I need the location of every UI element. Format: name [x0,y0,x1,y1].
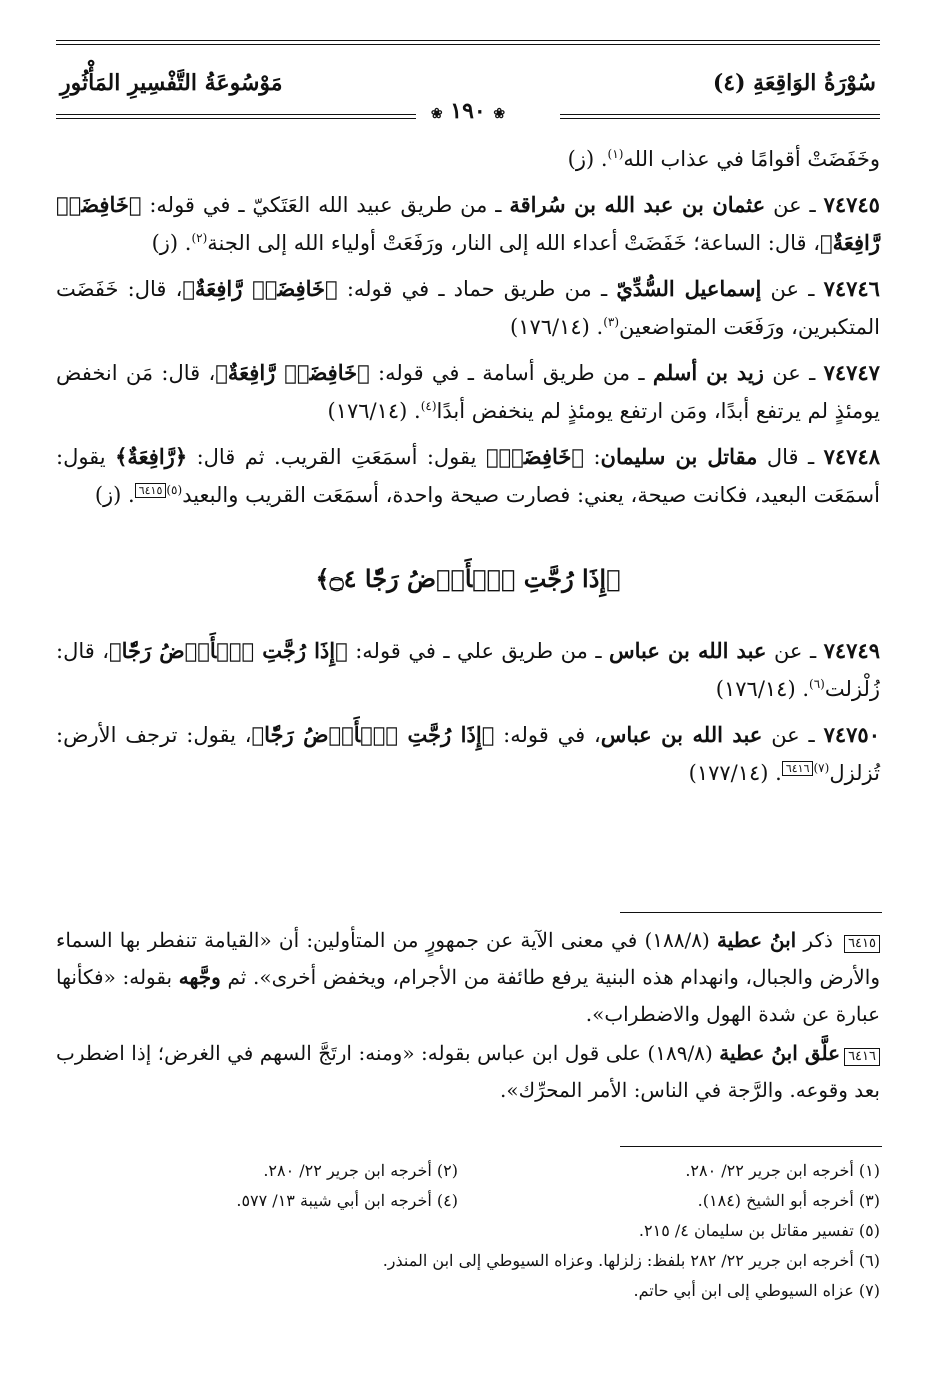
quran-quote: ﴿خَافِضَةٞ رَّافِعَةٌ﴾ [182,276,338,301]
text: ـ قال [766,445,815,469]
text: يقول: أسمَعَت البعيد، فكانت صيحة، يعني: فصارت صيحة واحدة، أسمَعَت القريب والبعيد [56,445,880,507]
footnote-ref: (٣) [603,315,620,329]
note-6416 [56,1035,880,1109]
text: ، في قوله: [503,723,601,747]
footnote-ref: (٥) [166,483,183,497]
header-rule [56,40,880,41]
entry-74750 [56,716,880,792]
text: ، يقول: ترجف الأرض: تُزلزل [56,723,880,785]
quran-quote: ﴿إِذَا رُجَّتِ ٱلۡأَرۡضُ رَجّٗا﴾ [251,722,495,747]
entry-number: ٧٤٧٤٩ [823,638,880,663]
entry-number: ٧٤٧٤٦ [823,276,880,301]
quran-quote: ﴿رَّافِعَةٌ﴾ [115,444,188,469]
footnote-ref: (٤) [420,399,437,413]
quran-quote: ﴿إِذَا رُجَّتِ ٱلۡأَرۡضُ رَجّٗا﴾ [109,638,348,663]
note-box-ref: ٦٤١٦ [782,761,814,776]
text: ، قال: خَفَضَت المتكبرين، ورَفَعَت المتواضعين [56,277,880,339]
entry-number: ٧٤٧٥٠ [823,722,880,747]
footnote-ref: (٧) [813,761,830,775]
text: . (١٧٦/١٤) [327,399,421,423]
text: بقوله: «فكأنها عبارة عن شدة الهول والاضطراب». [56,965,880,1026]
text: ، قال: زُلْزلت [56,639,880,701]
main-text [56,140,880,800]
note-box-number: ٦٤١٦ [844,1048,880,1066]
narrator-name: إسماعيل السُّدِّيّ [616,276,762,301]
footnote-2: (٢) أخرجه ابن جرير ٢٢/ ٢٨٠. [263,1161,458,1180]
footnote-4: (٤) أخرجه ابن أبي شيبة ١٣/ ٥٧٧. [236,1191,458,1210]
scholar-name: ابنُ عطية [716,928,797,952]
footnote-5: (٥) تفسير مقاتل بن سليمان ٤/ ٢١٥. [638,1221,880,1240]
scholarly-notes [56,922,880,1111]
notes-separator [620,912,882,913]
text: ـ عن [772,361,816,385]
text: ـ عن [770,277,815,301]
text: ـ من طريق علي ـ في قوله: [355,639,602,663]
footnote-7: (٧) عزاه السيوطي إلى ابن أبي حاتم. [633,1281,880,1300]
scholar-name: علَّق ابنُ عطية [719,1041,841,1065]
entry-number: ٧٤٧٤٧ [823,360,880,385]
text: . (ز) [94,483,135,507]
header-rule-thin [56,44,880,45]
quran-quote: ﴿خَافِضَةٞ رَّافِعَةٌ﴾ [56,192,880,255]
text: ذكر [803,928,833,952]
narrator-name: زيد بن أسلم [652,360,764,385]
text: . (ز) [567,147,608,171]
footnotes-grid [56,1156,880,1216]
verse-heading: ﴿إِذَا رُجَّتِ ٱلۡأَرۡضُ رَجّٗا ۝٤﴾ [315,564,621,593]
text: ـ من طريق عبيد الله العَتَكيّ ـ في قوله: [149,193,502,217]
entry-74748 [56,438,880,514]
entry-74749 [56,632,880,708]
footnotes-separator [620,1146,882,1147]
entry-number: ٧٤٧٤٨ [823,444,880,469]
footnote-ref: (١) [607,147,624,161]
footnote-ref: (٦) [809,677,825,691]
text: ـ عن [773,639,817,663]
text: : [593,445,601,469]
footnote-3: (٣) أخرجه أبو الشيخ (١٨٤). [697,1191,880,1210]
text: وخَفَضَتْ أقوامًا في عذاب الله [623,147,880,171]
intro-line [56,140,880,178]
narrator-name: عثمان بن عبد الله بن سُراقة [509,192,766,217]
text: . (ز) [151,231,192,255]
surah-title: سُوْرَةُ الوَاقِعَةِ (٤) [712,70,876,96]
text: . (١٧٧/١٤) [688,761,782,785]
entry-74747 [56,354,880,430]
text: ـ من طريق حماد ـ في قوله: [346,277,608,301]
note-box-number: ٦٤١٥ [844,935,880,953]
running-header [56,62,880,102]
entry-74746 [56,270,880,346]
narrator-name: عبد الله بن عباس [600,722,763,747]
text: ـ عن [771,723,815,747]
text: . (١٧٦/١٤) [715,677,810,701]
quran-quote: ﴿خَافِضَةٞ رَّافِعَةٌ﴾ [215,360,370,385]
text: ، قال: الساعة؛ خَفَضَتْ أعداء الله إلى النار، ورَفَعَتْ أولياء الله إلى الجنة [207,231,820,255]
quran-quote: ﴿خَافِضَةٞ﴾ [485,444,584,469]
footnote-ref: (٢) [191,231,208,245]
footnote-1: (١) أخرجه ابن جرير ٢٢/ ٢٨٠. [685,1161,880,1180]
text-bold: وجَّهه [178,965,221,989]
text: (١٨٩/٨) على قول ابن عباس بقوله: «ومنه: ارتَجَّ السهم في الغرض؛ إذا اضطرب بعد وقوعه. والرَّجة في الناس: الأمر المحرِّك». [56,1041,880,1102]
ornament-icon: ❀ [493,106,506,122]
entry-74745 [56,186,880,262]
footnotes [56,1156,880,1306]
ornament-icon: ❀ [430,106,443,122]
page-number [56,98,880,124]
note-box-ref: ٦٤١٥ [135,483,167,498]
text: ـ عن [773,193,816,217]
text: (١٨٨/٨) في معنى الآية عن جمهورٍ من المتأولين: أن «القيامة تنفطر بها السماء والأرض والجبال، وانهدام هذه البنية يرفع طائفة من الأجرام، ويخفض أخرى». ثم [56,928,881,989]
entry-number: ٧٤٧٤٥ [823,192,880,217]
page-number-text: ١٩٠ [450,98,486,124]
text: ـ من طريق أسامة ـ في قوله: [378,361,645,385]
footnote-6: (٦) أخرجه ابن جرير ٢٢/ ٢٨٢ بلفظ: زلزلها. وعزاه السيوطي إلى ابن المنذر. [382,1251,880,1270]
page-number-row [56,100,880,130]
text: . (١٧٦/١٤) [509,315,604,339]
text: ، قال: مَن انخفض يومئذٍ لم يرتفع أبدًا، ومَن ارتفع يومئذٍ لم ينخفض أبدًا [56,361,880,423]
book-title: مَوْسُوعَةُ التَّفْسِيرِ المَأْثُورِ [60,70,283,96]
note-6415 [56,922,880,1033]
narrator-name: مقاتل بن سليمان [600,444,758,469]
text: يقول: أسمَعَتِ القريب. ثم قال: [196,445,477,469]
narrator-name: عبد الله بن عباس [609,638,767,663]
